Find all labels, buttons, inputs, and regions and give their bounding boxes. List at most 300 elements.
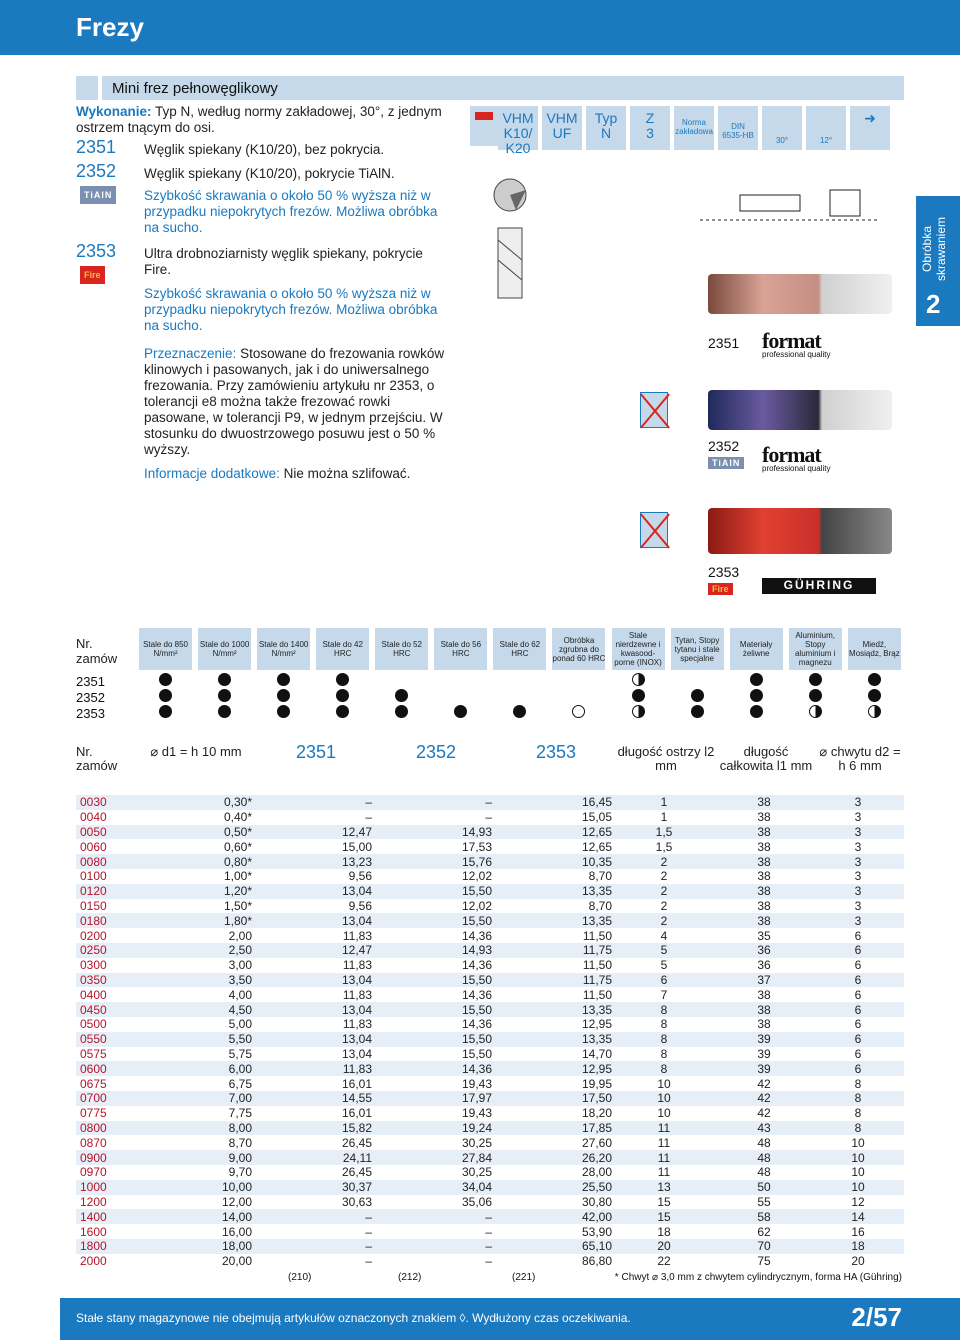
guhring-logo: GÜHRING [762,578,876,594]
intro-label: Wykonanie: [76,104,152,119]
table-cell: 14,36 [461,928,492,943]
table-cell: 3 [816,884,904,899]
table-cell: 0,80* [136,854,256,869]
table-cell: 14,70 [581,1046,612,1061]
table-row [76,928,904,943]
tool-type-icon [470,106,498,146]
format-logo: format professional quality [762,328,831,359]
mat-cell [372,689,431,705]
table-cell: 6 [816,1002,904,1017]
mat-header: Miedź, Mosiądz, Brąz [845,628,904,673]
table-cell: 48 [757,1135,771,1150]
price-table [76,742,904,1269]
table-cell: 11,83 [342,1017,372,1032]
table-cell: 70 [716,1239,816,1254]
table-cell: 30,25 [461,1135,492,1150]
variant-line: Szybkość skrawania o około 50 % wyższa niż w przypadku niepokrytych frezów. Możliwa obróbka na sucho. [144,286,438,333]
table-row [76,1165,904,1180]
table-cell: 15,50 [376,1032,496,1047]
mat-row [76,673,904,689]
table-cell: 14,55 [256,1091,376,1106]
mat-header: Stale do 1000 N/mm² [195,628,254,673]
table-cell: 0550 [76,1032,136,1047]
table-cell: 19,43 [461,1076,492,1091]
table-cell: 65,10 [496,1239,616,1254]
table-cell: – [256,1239,376,1254]
table-cell: 27,84 [376,1150,496,1165]
table-cell: 10 [851,1135,865,1150]
purpose [76,346,446,458]
page-header [0,0,960,55]
mat-cell [786,705,845,721]
tool-image-2352 [708,390,892,430]
table-cell: 4,50 [136,1002,256,1017]
table-cell: 38 [716,795,816,810]
variant-2353 [76,241,446,334]
description-block [76,104,446,482]
vhm-uf-icon: VHM UF [542,106,582,150]
table-row [76,1091,904,1106]
table-row [76,1209,904,1224]
suitability-full-icon [277,673,290,686]
table-row [76,1032,904,1047]
table-cell: 38 [757,869,771,884]
table-cell: 13,35 [496,1002,616,1017]
table-cell: 3 [816,913,904,928]
table-cell: 0060 [80,839,107,854]
table-cell: 38 [757,987,771,1002]
table-cell: 22 [657,1254,671,1269]
table-cell: 1400 [76,1209,136,1224]
suitability-full-icon [277,689,290,702]
mat-cell [727,705,786,721]
mat-header: Materiały żeliwne [727,628,786,673]
table-cell: 1,20* [136,884,256,899]
suitability-full-icon [159,705,172,718]
mat-cell [609,673,668,689]
dimension-drawing [700,180,880,250]
table-cell: 14,00 [136,1209,256,1224]
table-cell: 6 [854,958,862,973]
table-cell: 0675 [80,1076,107,1091]
table-cell: 0500 [80,1017,107,1032]
table-cell: 3 [854,810,862,825]
table-row [76,869,904,884]
table-cell: – [485,810,492,825]
mat-cell [195,689,254,705]
table-cell: 38 [757,898,771,913]
table-cell: 13,23 [256,854,376,869]
mat-cell [313,673,372,689]
table-row [76,987,904,1002]
materials-table [76,628,904,721]
table-cell: 7 [660,987,668,1002]
table-cell: 0180 [76,913,136,928]
table-cell: 19,95 [581,1076,612,1091]
mat-cell [727,673,786,689]
mat-cell [490,673,549,689]
table-cell: 12,02 [461,869,492,884]
table-cell: – [376,1209,496,1224]
rake-angle-icon: 12° [806,106,846,150]
table-cell: 3,00 [228,958,252,973]
variant-2351 [76,137,446,158]
suitability-full-icon [809,673,822,686]
mat-header: Stale do 1400 N/mm² [254,628,313,673]
section-tab-label: Obróbka skrawaniem [920,216,948,282]
suitability-full-icon [868,689,881,702]
table-cell: 1200 [80,1194,107,1209]
table-cell: 26,20 [496,1150,616,1165]
footnote: * Chwyt ⌀ 3,0 mm z chwytem cylindrycznym, forma HA (Gühring) [614,1272,902,1283]
table-cell: 30,37 [256,1180,376,1195]
subtitle-bar [76,76,904,100]
table-cell: 3 [816,825,904,840]
table-cell: 36 [716,943,816,958]
table-cell: 17,85 [496,1121,616,1136]
table-cell: 8 [854,1076,862,1091]
mat-cell [254,689,313,705]
mat-cell [431,673,490,689]
table-cell: 1,50* [223,898,252,913]
table-cell: – [256,795,376,810]
table-row [76,1002,904,1017]
table-cell: 11,83 [342,987,372,1002]
table-cell: 38 [757,839,771,854]
extra-text: Nie można szlifować. [283,466,411,481]
col-2353: 2353 [535,742,577,762]
suitability-full-icon [159,673,172,686]
table-cell: 2 [616,854,716,869]
table-cell: 0040 [80,810,107,825]
table-cell: 0150 [80,898,107,913]
format-logo: format professional quality [762,442,831,473]
col-flute-length: długość ostrzy l2 mm [617,744,715,773]
suitability-full-icon [454,705,467,718]
table-cell: 1,5 [616,825,716,840]
suitability-full-icon [691,689,704,702]
suitability-full-icon [159,689,172,702]
table-cell: 14,93 [376,825,496,840]
table-cell: 0,50* [136,825,256,840]
table-cell: 53,90 [581,1224,612,1239]
table-cell: 11,75 [496,973,616,988]
table-cell: 17,50 [496,1091,616,1106]
table-cell: 1600 [80,1224,107,1239]
table-cell: – [365,1224,372,1239]
table-row [76,1121,904,1136]
table-cell: 1,00* [223,869,252,884]
table-cell: 1 [660,810,668,825]
total-2353: (221) [512,1272,536,1283]
suitability-full-icon [218,689,231,702]
flutes-z3-icon: Z 3 [630,106,670,150]
feed-direction-icon: ➜ [850,106,890,150]
table-cell: 0800 [76,1121,136,1136]
table-cell: 75 [757,1254,771,1269]
table-cell: 0,40* [223,810,252,825]
table-cell: 3,50 [136,973,256,988]
col-2352: 2352 [415,742,457,762]
table-cell: 27,60 [581,1135,612,1150]
mat-cell [609,705,668,721]
type-n-icon: Typ N [586,106,626,150]
suitability-half-icon [632,673,645,686]
table-cell: 38 [716,854,816,869]
footer-text: Stałe stany magazynowe nie obejmują artykułów oznaczonych znakiem ◊. Wydłużony czas oczekiwania. [76,1311,631,1325]
table-cell: 15,50 [376,913,496,928]
variant-line: Węglik spiekany (K10/20), pokrycie TiAlN. [144,166,395,181]
table-cell: 38 [716,913,816,928]
table-cell: 18 [657,1224,671,1239]
table-cell: 12 [851,1194,865,1209]
table-cell: 4 [660,928,668,943]
section-tab [916,196,960,326]
table-cell: 9,56 [348,898,372,913]
table-cell: 15,76 [376,854,496,869]
mat-cell [845,689,904,705]
mat-header: Stale do 850 N/mm² [136,628,195,673]
mat-cell [845,705,904,721]
mat-cell [668,705,727,721]
table-cell: 18,20 [581,1106,612,1121]
table-cell: 0700 [76,1091,136,1106]
table-cell: 38 [716,884,816,899]
table-cell: 0,60* [223,839,252,854]
table-cell: 1,80* [136,913,256,928]
table-cell: 15,82 [256,1121,376,1136]
table-cell: 20,00 [221,1254,252,1269]
table-cell: 50 [716,1180,816,1195]
table-cell: 18 [816,1239,904,1254]
table-cell: 34,04 [376,1180,496,1195]
table-cell: 42 [757,1106,771,1121]
table-cell: 11 [616,1121,716,1136]
table-cell: 43 [716,1121,816,1136]
variant-code: 2352 [76,161,117,181]
table-row [76,884,904,899]
variant-line: Szybkość skrawania o około 50 % wyższa niż w przypadku niepokrytych frezów. Możliwa obróbka na sucho. [144,188,438,235]
table-cell: 8 [816,1121,904,1136]
not-suitable-icon [640,392,668,428]
table-cell: 14 [816,1209,904,1224]
col-2351: 2351 [295,742,337,762]
table-cell: 0050 [76,825,136,840]
suitability-full-icon [395,689,408,702]
table-cell: 13 [616,1180,716,1195]
table-row [76,1180,904,1195]
suitability-full-icon [809,689,822,702]
table-cell: 8 [616,1061,716,1076]
table-cell: 12,47 [256,943,376,958]
table-cell: 15 [657,1194,671,1209]
page-number: 2/57 [851,1302,902,1332]
table-cell: 0400 [80,987,107,1002]
table-cell: 13,04 [256,1032,376,1047]
table-cell: 30,80 [581,1194,612,1209]
mat-cell [786,689,845,705]
mat-header: Stale do 42 HRC [313,628,372,673]
table-cell: 2 [660,869,668,884]
table-row [76,1239,904,1254]
mat-cell [313,689,372,705]
table-cell: 24,11 [256,1150,376,1165]
table-cell: – [376,1239,496,1254]
table-cell: 15,50 [376,1002,496,1017]
table-cell: 14,36 [376,1061,496,1076]
table-cell: 42,00 [496,1209,616,1224]
table-cell: 0970 [80,1165,107,1180]
table-cell: 8,00 [136,1121,256,1136]
table-cell: 38 [757,1017,771,1032]
table-cell: 7,00 [136,1091,256,1106]
table-cell: 8 [660,1017,668,1032]
mat-cell [431,689,490,705]
col-nr: Nr. zamów [76,744,118,773]
table-cell: 13,04 [256,913,376,928]
table-cell: 42 [716,1091,816,1106]
table-cell: 10 [851,1165,865,1180]
table-cell: 7,75 [228,1106,252,1121]
variant-code: 2353 [76,241,117,261]
table-cell: 8,70 [588,898,612,913]
variant-line: Węglik spiekany (K10/20), bez pokrycia. [144,142,385,157]
table-row [76,854,904,869]
col-diameter: ⌀ d1 = h 10 mm [150,744,242,759]
table-cell: 6 [816,943,904,958]
table-cell: 0350 [76,973,136,988]
table-cell: 0120 [76,884,136,899]
table-cell: 1 [616,795,716,810]
table-cell: 0,30* [136,795,256,810]
intro-text: Typ N, według normy zakładowej, 30°, z jednym ostrzem tnącym do osi. [76,104,442,135]
table-cell: 6 [816,973,904,988]
table-cell: 9,70 [228,1165,252,1180]
table-cell: 2 [616,884,716,899]
table-cell: 39 [757,1046,771,1061]
vhm-k10-icon: VHM K10/ K20 [498,106,538,150]
table-cell: 2,50 [136,943,256,958]
table-row [76,943,904,958]
suitability-half-icon [809,705,822,718]
mat-cell [136,705,195,721]
tool-image-2353 [708,508,892,554]
suitability-full-icon [750,673,763,686]
table-cell: 10 [657,1076,671,1091]
mat-cell [786,673,845,689]
tialn-badge: TiAlN [708,457,744,469]
table-cell: 35,06 [461,1194,492,1209]
table-cell: – [365,810,372,825]
total-2352: (212) [398,1272,422,1283]
table-cell: 0200 [80,928,107,943]
extra-label: Informacje dodatkowe: [144,466,280,481]
page-title: Frezy [76,12,144,42]
table-cell: 13,35 [496,884,616,899]
table-row [76,973,904,988]
table-cell: 12,95 [581,1017,612,1032]
table-row [76,1106,904,1121]
table-cell: 25,50 [496,1180,616,1195]
table-cell: 13,35 [496,913,616,928]
mat-header: Obróbka zgrubna do ponad 60 HRC [549,628,608,673]
table-cell: 2 [616,913,716,928]
helix-angle-icon: 30° [762,106,802,150]
table-cell: 1800 [76,1239,136,1254]
table-cell: 4,00 [228,987,252,1002]
table-row [76,1076,904,1091]
purpose-label: Przeznaczenie: [144,346,237,361]
table-cell: 15,50 [461,1046,492,1061]
table-cell: 6 [616,973,716,988]
table-cell: 1,5 [655,839,673,854]
table-row [76,913,904,928]
mat-header: Stale do 56 HRC [431,628,490,673]
table-cell: 2,00 [228,928,252,943]
table-cell: 11,50 [582,987,612,1002]
table-cell: 20 [851,1254,865,1269]
table-cell: 11,83 [342,928,372,943]
mat-header: Tytan, Stopy tytanu i stale specjalne [668,628,727,673]
table-row [76,795,904,810]
table-cell: 15 [616,1209,716,1224]
table-cell: 13,35 [496,1032,616,1047]
table-cell: 14,36 [461,1017,492,1032]
table-cell: – [485,1254,492,1269]
table-cell: 10,35 [496,854,616,869]
table-cell: 9,00 [136,1150,256,1165]
mat-header: Stale do 52 HRC [372,628,431,673]
table-row [76,899,904,914]
table-cell: 16,01 [341,1106,372,1121]
table-cell: 55 [757,1194,771,1209]
table-cell: 14,36 [461,987,492,1002]
table-cell: – [365,1254,372,1269]
table-cell: 8,70 [588,869,612,884]
table-cell: 10 [816,1180,904,1195]
table-cell: 3 [854,898,862,913]
table-cell: 6 [816,1032,904,1047]
suitability-full-icon [750,689,763,702]
table-cell: 10 [816,1150,904,1165]
table-row [76,1195,904,1210]
table-cell: 13,04 [256,1002,376,1017]
table-cell: 16,00 [221,1224,252,1239]
section-tab-number: 2 [926,289,941,319]
mat-cell [490,705,549,721]
table-cell: 14,36 [461,958,492,973]
table-row [76,839,904,854]
not-suitable-icon [640,512,668,548]
table-cell: 8 [660,1046,668,1061]
table-row [76,825,904,840]
table-cell: 38 [757,810,771,825]
suitability-full-icon [336,673,349,686]
table-cell: 6,00 [136,1061,256,1076]
tool-code-2351: 2351 [708,335,740,351]
table-cell: 11,75 [496,943,616,958]
table-row [76,1224,904,1239]
table-cell: 30,63 [341,1194,372,1209]
table-cell: 11 [616,1150,716,1165]
table-cell: 11 [657,1165,671,1180]
suitability-full-icon [691,705,704,718]
mat-cell [549,689,608,705]
table-cell: 11,50 [582,958,612,973]
table-cell: 12,95 [496,1061,616,1076]
table-cell: 18,00 [136,1239,256,1254]
table-cell: 3 [816,795,904,810]
